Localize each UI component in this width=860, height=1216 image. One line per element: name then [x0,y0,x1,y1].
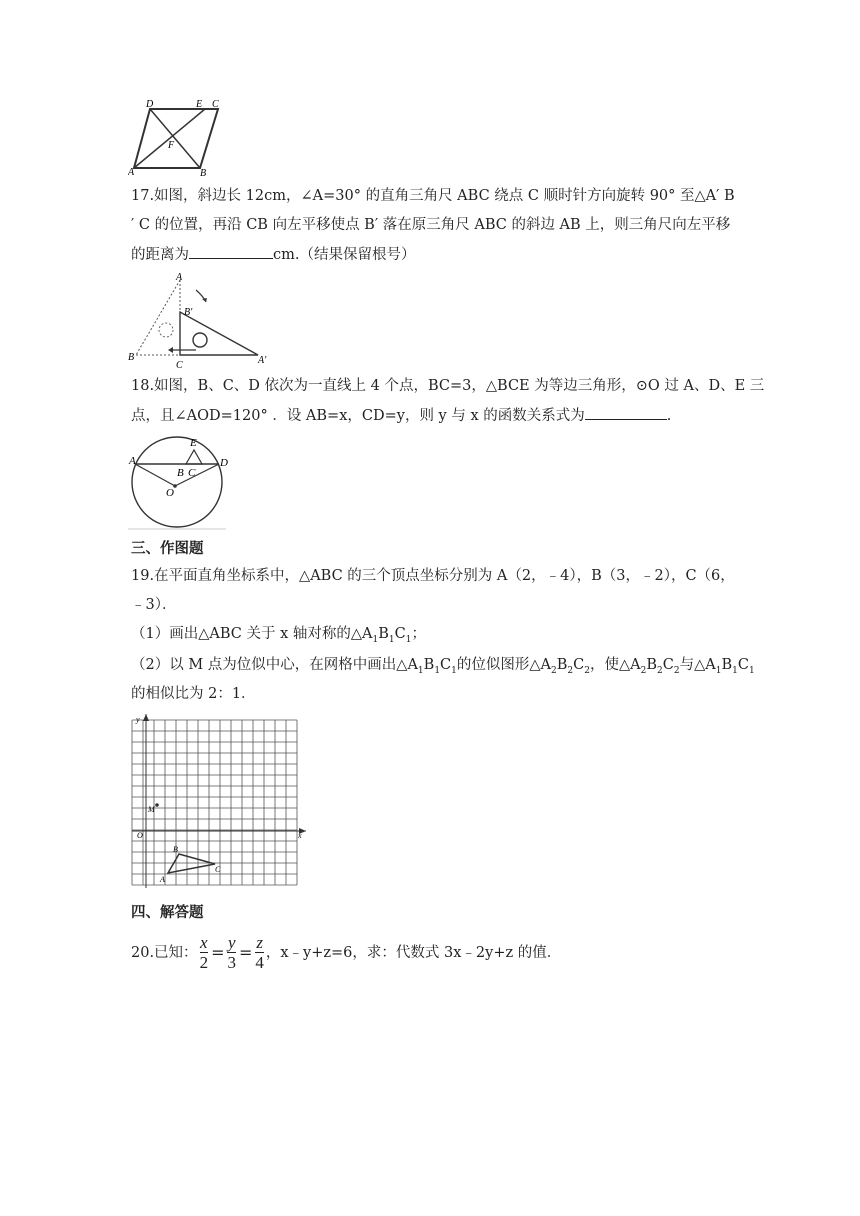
equals-sign: = [238,943,253,962]
fraction-x-over-2 [200,934,209,973]
q19-item2-text: C [662,657,674,673]
coordinate-grid-figure [128,712,308,892]
label-B: B [128,352,135,363]
q18-line1: 18.如图，B、C、D 依次为一直线上 4 个点，BC=3，△BCE 为等边三角形，⊙O 过 A、D、E 三 [131,378,765,394]
triangle-ABC [168,854,215,873]
q19-line1: 19.在平面直角坐标系中，△ABC 的三个顶点坐标分别为 A（2，﹣4），B（3，﹣2），C（6， [131,568,735,584]
circle-figure [128,430,228,530]
q19-item2-text: B [556,657,568,673]
sub: 2 [673,665,680,676]
q19-item2-text: C [737,657,749,673]
section-heading-answer: 四、解答题 [131,905,204,921]
sub: 2 [567,665,574,676]
label-B: B [173,845,178,854]
grid-lines [132,720,297,885]
fraction-y-over-3 [227,934,236,973]
label-A: A [128,167,135,176]
fraction-z-over-4 [255,934,264,973]
label-O: O [166,487,174,499]
q19-item2-text: B [423,657,435,673]
label-B: B [177,467,184,479]
sub: 1 [451,665,457,676]
parallelogram-figure [128,98,223,176]
q17-text-b: cm.（结果保留根号） [273,247,416,263]
sub: 2 [657,665,663,676]
q19-line4: 的相似比为 2：1． [131,686,256,702]
q19-item1-text: ； [411,626,426,642]
label-B-prime: B′ [184,307,193,318]
label-C: C [215,865,221,874]
q18-text-b: . [666,408,672,424]
q17-text-a: 的距离为 [131,247,189,263]
label-D: D [146,99,154,110]
denominator: 2 [199,952,209,972]
label-C: C [188,467,196,479]
q19-item2-text: （2）以 M 点为位似中心，在网格中画出△A [131,657,418,673]
label-C: C [176,360,183,370]
q19-item2-text: B [646,657,657,673]
equals-sign: = [211,943,225,962]
denominator: 4 [255,952,264,972]
sub: 1 [372,634,379,645]
label-E: E [190,437,197,449]
q18-text-a: 点，且∠AOD=120° ．设 AB=x，CD=y，则 y 与 x 的函数关系式为 [131,408,585,424]
numerator: x [200,932,208,952]
sub: 2 [551,665,557,676]
sub: 1 [434,665,441,676]
q19-item1-text: （1）画出△ABC 关于 x 轴对称的△A [131,626,373,642]
label-B: B [200,168,207,176]
label-M: M [148,805,155,814]
sub: 2 [640,665,647,676]
sub: 1 [732,665,738,676]
section-heading-drawing: 三、作图题 [131,541,204,557]
q19-item1-text: B [378,626,389,642]
y-axis-arrow [143,714,149,721]
q17-line2: ′ C 的位置，再沿 CB 向左平移使点 B′ 落在原三角尺 ABC 的斜边 AB 上，则三角尺向左平移 [131,217,731,233]
q19-item2-text: B [721,657,733,673]
point-M [155,803,159,807]
label-A: A [160,875,165,884]
numerator: y [227,932,236,952]
q19-item1-text: C [394,626,406,642]
q19-item2-text: 与△A [679,657,716,673]
q17-line1: 17.如图，斜边长 12cm，∠A=30° 的直角三角尺 ABC 绕点 C 顺时针方向旋转 90° 至△A′ B [131,188,735,204]
q19-item2-text: C [573,657,585,673]
label-D: D [220,457,228,469]
sub: 2 [584,665,590,676]
q19-item2-text: ，使△A [589,657,641,673]
label-E: E [196,99,203,110]
triangle-figure [128,272,273,370]
sub: 1 [405,634,412,645]
q19-item2-text: 的位似图形△A [456,657,552,673]
q18-line2 [131,405,671,426]
label-A: A [176,272,183,283]
q20-suffix: ，x﹣y+z=6，求：代数式 3x﹣2y+z 的值． [265,945,562,961]
label-C: C [212,99,219,110]
sub: 1 [715,665,722,676]
sub: 1 [388,634,395,645]
label-A-prime: A′ [258,355,267,366]
q19-item1 [131,624,426,650]
label-O: O [137,831,143,840]
q17-line3 [131,244,415,265]
label-x: x [298,831,302,840]
label-y: y [136,715,140,724]
q20-prefix: 20.已知： [131,945,198,961]
q20-line [131,931,561,975]
q17-answer-blank[interactable] [189,244,273,259]
label-A: A [129,455,136,467]
numerator: z [256,932,263,952]
label-F: F [168,140,175,151]
q19-line2: ﹣3）． [131,597,177,613]
q19-item2 [131,655,755,681]
q18-answer-blank[interactable] [585,405,667,420]
denominator: 3 [227,952,236,972]
sub: 1 [417,665,424,676]
sub: 1 [748,665,755,676]
q19-item2-text: C [440,657,452,673]
